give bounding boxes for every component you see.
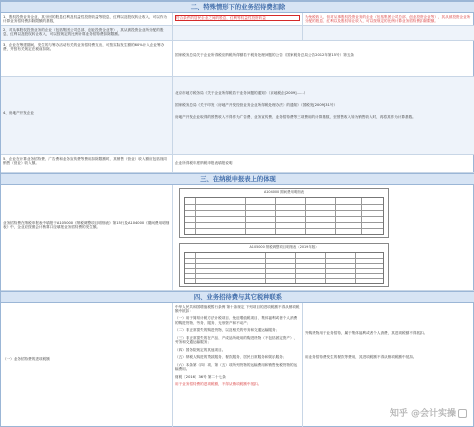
table-row: [1, 155, 474, 173]
row-notes: 为免税收入，但对从事股权投资业务的企业（包括集团公司总部、创业投资企业等），其从被投资企业所分配的股息、红利以及股权转让收入，可以按规定的比例计算业务招待费扣除限额。: [305, 14, 471, 23]
form-image-tax-adjustment: A105000 纳税调整项目明细表（2019年版）: [179, 243, 389, 287]
row-notes: 外购货物用于业务招待，属于集体福利或者个人消费，其进项税额不得抵扣。 用业务招待费发生的餐饮等费用，其进项税额不得从销项税额中抵扣。: [305, 330, 428, 359]
watermark: 知乎 @会计实操: [390, 409, 467, 420]
highlighted-text: 符合条件的居民企业之间的股息、红利等权益性投资收益: [175, 15, 300, 21]
form-image-period-expenses: A104000 期间费用明细表: [179, 188, 389, 238]
form-grid: [184, 252, 384, 284]
table-row: [1, 26, 474, 41]
row-description: 2、对从事股权投资业务的企业（包括集团公司总部、创业投资企业等），其从被投资企业所分配的股息、红利以及股权转让收入，可以按规定的比例计算业务招待费扣除限额。: [1, 26, 173, 40]
row-basis: 中华人民共和国增值税暂行条例 第十条规定 下列项目的进项税额不得从销项税额中抵扣： （一）用于简易计税方法计税项目、免征增值税项目、集体福利或者个人消费的购进货物、劳务、服务、无形资产和不动产； （二）非正常损失的购进货物，以及相关的劳务和交通运输服务； （三）非正常损失的在产品、产成品所耗用的购进货物（不包括固定资产）、劳务和交通运输服务； （四）国务院规定的其他项目。 （五）纳税人购进的贷款服务、餐饮服务、居民日常服务和娱乐服务； （六）本条第（四）项、第（五）项所列货物的运输费用和销售免税货物的运输费用。 财税〔2016〕36号 第二十七条 用于业务招待费的进项税额，不得从销项税额中抵扣。: [173, 303, 303, 427]
row-description: 业务招待费在纳税申报表中填报于A105000《纳税调整项目明细表》第15行及A104000《期间费用明细表》中，企业应按照会计核算口径填报业务招待费的发生额。: [1, 185, 173, 290]
section-title-special-cases: 二、特殊情形下的业务招待费扣除: [1, 1, 474, 13]
table-row: [1, 77, 474, 155]
row-basis: [173, 13, 303, 25]
camera-icon: [458, 409, 467, 418]
row-description: （一）业务招待费的进项税额: [1, 303, 173, 427]
row-description: 4、房地产开发企业: [1, 77, 173, 154]
row-description: 1、股权投资业务企业，其分回的股息红利及权益性投资收益等股息、红利以及股权转让收入，可以作为计算业务招待费扣除限额的基数，: [1, 13, 173, 25]
section-title-tax-return: 三、在纳税申报表上的体现: [1, 173, 474, 185]
section-title-other-taxes: 四、业务招待费与其它税种联系: [1, 291, 474, 303]
table-row: [1, 41, 474, 77]
table-row: [1, 185, 474, 291]
row-basis: 企业所得税年度纳税申报表填报说明: [175, 160, 233, 165]
row-basis: 国家税务总局关于企业所得税应纳税所得额若干税务处理问题的公告（国家税务总局公告2012年第15号）第五条: [175, 52, 355, 57]
row-description: 3、企业在筹建期间，发生的与筹办活动有关的业务招待费支出，可按实际发生额的60%计入企业筹办费，并按有关规定在税前扣除。: [1, 41, 173, 76]
form-grid: [184, 197, 384, 235]
row-description: 5、企业在计算业务招待费、广告费和业务宣传费等费用扣除限额时，其销售（营业）收入额应包括视同销售（营业）收入额。: [1, 155, 173, 172]
row-basis: 北京市地方税务局《关于企业所得税若干业务问题的通知》（京地税企[2009]……） 国家税务总局《关于印发〈房地产开发经营业务企业所得税处理办法〉的通知》（国税发[2009]31号） 房地产开发企业取得的预售收入不得作为广告费、业务宣传费、业务招待费等三项费用的计算基数，至预售收入转为销售收入时，再将其作为计算基数。: [175, 90, 416, 120]
form-images: [173, 185, 474, 290]
table-row: [1, 13, 474, 26]
